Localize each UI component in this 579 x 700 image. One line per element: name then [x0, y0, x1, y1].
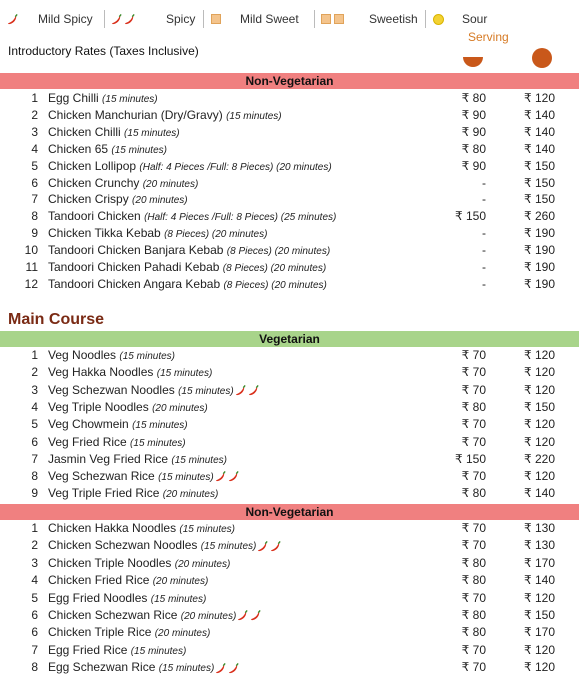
item-number: 8: [31, 209, 38, 224]
menu-item-row: [0, 451, 579, 468]
item-name: Chicken Triple Noodles: [48, 555, 172, 570]
half-price: ₹ 70: [461, 590, 486, 605]
chili-icon: [6, 13, 19, 26]
item-name-cell: [48, 434, 186, 452]
item-number: 7: [31, 192, 38, 207]
half-price: -: [482, 175, 486, 190]
full-price: ₹ 120: [524, 417, 555, 432]
item-note: (15 minutes): [178, 385, 234, 397]
item-note: (15 minutes): [200, 541, 257, 553]
menu-item-row: [0, 107, 579, 124]
menu-item-row: [0, 555, 579, 572]
item-name-cell: [48, 572, 208, 590]
sweet-cube-icon: [211, 12, 221, 26]
half-price: -: [482, 226, 486, 241]
half-price: ₹ 90: [461, 124, 486, 139]
item-name: Jasmin Veg Fried Rice: [48, 451, 169, 466]
item-name: Tandoori Chicken: [48, 209, 141, 224]
item-number: 8: [31, 660, 38, 675]
item-number: 1: [31, 521, 38, 535]
serving-label: Serving: [468, 30, 509, 44]
full-price: ₹ 120: [524, 434, 555, 449]
item-number: 6: [31, 625, 38, 640]
full-serving-icon: [532, 48, 552, 68]
item-number: 2: [31, 107, 38, 122]
item-name-cell: [48, 520, 235, 538]
item-name-cell: [48, 107, 282, 125]
half-price: ₹ 80: [461, 625, 486, 640]
item-note: (Half: 4 Pieces /Full: 8 Pieces) (20 minutes): [139, 161, 332, 173]
full-price: ₹ 120: [524, 469, 555, 484]
full-price: ₹ 140: [524, 107, 555, 122]
half-price: ₹ 150: [455, 451, 486, 466]
menu-item-row: [0, 520, 579, 537]
item-number: 9: [31, 226, 38, 241]
menu-item-row: [0, 276, 579, 293]
item-note: (20 minutes): [142, 178, 199, 190]
menu-item-row: [0, 364, 579, 381]
item-name-cell: [48, 124, 180, 142]
item-note: (8 Pieces) (20 minutes): [222, 263, 327, 274]
chili-icon: [227, 470, 240, 483]
item-number: 1: [31, 91, 38, 105]
half-price: ₹ 80: [461, 399, 486, 414]
menu-item-row: [0, 434, 579, 451]
half-price: ₹ 70: [461, 469, 486, 484]
item-name: Veg Chowmein: [48, 417, 129, 432]
item-name-cell: [48, 537, 282, 555]
item-name: Egg Fried Noodles: [48, 590, 148, 605]
half-price: ₹ 70: [461, 660, 486, 675]
item-note: (20 minutes): [154, 628, 211, 640]
item-number: 1: [31, 348, 38, 362]
item-note: (20 minutes): [152, 402, 208, 414]
menu-item-row: [0, 208, 579, 225]
item-number: 11: [25, 260, 38, 274]
lemon-icon: [433, 12, 444, 26]
item-note: (20 minutes): [180, 611, 237, 622]
item-number: 6: [31, 608, 38, 622]
chili-icon: [249, 609, 262, 622]
item-name: Chicken Crispy: [48, 192, 129, 207]
legend-divider: [314, 10, 315, 28]
menu-item-row: [0, 399, 579, 416]
full-price: ₹ 150: [524, 399, 555, 414]
half-price: -: [482, 260, 486, 274]
item-number: 3: [31, 124, 38, 139]
full-price: ₹ 120: [524, 365, 555, 380]
item-number: 4: [31, 573, 38, 588]
item-name: Chicken Chilli: [48, 124, 121, 139]
half-price: -: [482, 192, 486, 207]
item-name: Egg Schezwan Rice: [48, 660, 156, 675]
item-name-cell: [48, 399, 208, 417]
item-name-cell: [48, 191, 188, 209]
full-price: ₹ 140: [524, 573, 555, 588]
menu-item-row: [0, 607, 579, 624]
half-price: ₹ 80: [461, 486, 486, 501]
item-name-cell: [48, 158, 332, 176]
item-note: (15 minutes): [111, 144, 167, 156]
full-price: ₹ 130: [524, 521, 555, 535]
item-name-cell: [48, 276, 327, 294]
item-note: (15 minutes): [156, 368, 213, 380]
item-name-cell: [48, 416, 188, 434]
half-price: ₹ 80: [461, 555, 486, 570]
item-name-cell: [48, 642, 186, 660]
chili-icon: [247, 384, 260, 397]
item-note: (15 minutes): [102, 94, 158, 105]
item-note: (20 minutes): [174, 558, 231, 570]
veg-main-heading: Vegetarian: [0, 331, 579, 347]
full-price: ₹ 190: [524, 276, 555, 291]
item-name-cell: [48, 451, 227, 469]
menu-item-row: [0, 175, 579, 192]
item-note: (20 minutes): [162, 489, 219, 501]
menu-item-row: [0, 572, 579, 589]
item-name-cell: [48, 141, 167, 159]
item-name: Veg Fried Rice: [48, 434, 127, 449]
menu-item-row: [0, 259, 579, 276]
item-name-cell: [48, 624, 210, 642]
item-name: Chicken Tikka Kebab: [48, 226, 161, 241]
half-price: ₹ 70: [461, 365, 486, 380]
item-note: (Half: 4 Pieces /Full: 8 Pieces) (25 minutes): [144, 212, 337, 224]
legend-divider: [203, 10, 204, 28]
chili-icon: [227, 662, 240, 675]
full-price: ₹ 140: [524, 124, 555, 139]
item-name: Tandoori Chicken Angara Kebab: [48, 276, 221, 291]
item-number: 2: [31, 365, 38, 380]
menu-item-row: [0, 191, 579, 208]
half-price: ₹ 70: [461, 417, 486, 432]
item-name-cell: [48, 590, 206, 608]
full-price: ₹ 220: [524, 451, 555, 466]
item-name: Egg Chilli: [48, 91, 99, 105]
half-price: ₹ 70: [461, 434, 486, 449]
item-note: (15 minutes): [132, 420, 188, 432]
menu-item-row: [0, 141, 579, 158]
full-price: ₹ 120: [524, 91, 555, 105]
chili-icon: [214, 470, 227, 483]
item-note: (15 minutes): [150, 593, 207, 605]
item-note: (20 minutes): [132, 195, 188, 207]
half-price: ₹ 80: [461, 91, 486, 105]
item-number: 8: [31, 469, 38, 484]
half-price: ₹ 70: [461, 642, 486, 657]
item-name: Tandoori Chicken Banjara Kebab: [48, 243, 224, 258]
full-price: ₹ 150: [524, 192, 555, 207]
chili-icon: [214, 662, 227, 675]
item-name-cell: [48, 607, 262, 625]
menu-item-row: [0, 124, 579, 141]
half-price: ₹ 70: [461, 538, 486, 553]
nonveg-main-heading: Non-Vegetarian: [0, 504, 579, 520]
item-note: (15 minutes): [158, 663, 215, 675]
item-name-cell: [48, 468, 240, 486]
half-price: ₹ 70: [461, 348, 486, 362]
full-price: ₹ 150: [524, 175, 555, 190]
item-number: 2: [31, 538, 38, 553]
item-number: 6: [31, 175, 38, 190]
full-price: ₹ 120: [524, 642, 555, 657]
item-name: Chicken 65: [48, 141, 109, 156]
full-price: ₹ 130: [524, 538, 555, 553]
item-name: Veg Schezwan Rice: [48, 469, 155, 484]
item-number: 7: [31, 642, 38, 657]
full-price: ₹ 120: [524, 660, 555, 675]
double-chili-icon: [110, 12, 136, 26]
item-name-cell: [48, 659, 240, 677]
item-name: Chicken Manchurian (Dry/Gravy): [48, 107, 223, 122]
half-price: ₹ 90: [461, 107, 486, 122]
half-price: ₹ 70: [461, 382, 486, 397]
half-price: ₹ 80: [461, 608, 486, 622]
chili-icon: [269, 540, 282, 553]
item-name-cell: [48, 485, 218, 503]
item-number: 5: [31, 417, 38, 432]
full-price: ₹ 120: [524, 590, 555, 605]
item-note: (8 Pieces) (20 minutes): [223, 279, 327, 291]
menu-item-row: [0, 659, 579, 676]
item-name-cell: [48, 225, 267, 243]
item-note: (15 minutes): [226, 110, 282, 122]
half-price: -: [482, 243, 486, 258]
menu-item-row: [0, 624, 579, 641]
item-name-cell: [48, 90, 158, 108]
menu-item-row: [0, 642, 579, 659]
item-note: (15 minutes): [124, 127, 180, 139]
full-price: ₹ 150: [524, 158, 555, 173]
item-number: 7: [31, 451, 38, 466]
item-note: (8 Pieces) (20 minutes): [164, 229, 268, 241]
full-price: ₹ 140: [524, 141, 555, 156]
item-number: 4: [31, 399, 38, 414]
item-name: Egg Fried Rice: [48, 642, 128, 657]
item-name-cell: [48, 347, 175, 365]
menu-item-row: [0, 468, 579, 485]
legend-mild-sweet: Mild Sweet: [240, 12, 299, 26]
full-price: ₹ 190: [524, 226, 555, 241]
menu-item-row: [0, 537, 579, 554]
item-name: Tandoori Chicken Pahadi Kebab: [48, 260, 220, 274]
chili-icon: [234, 384, 247, 397]
item-name-cell: [48, 364, 212, 382]
chili-icon: [110, 13, 123, 26]
half-price: ₹ 70: [461, 521, 486, 535]
chili-icon: [236, 609, 249, 622]
item-name-cell: [48, 175, 198, 193]
item-note: (8 Pieces) (20 minutes): [226, 246, 331, 258]
spice-legend: [0, 10, 579, 30]
menu-item-row: [0, 347, 579, 364]
item-note: (20 minutes): [152, 576, 209, 588]
item-name-cell: [48, 208, 336, 226]
full-price: ₹ 190: [524, 260, 555, 274]
item-name-cell: [48, 242, 330, 260]
item-number: 3: [31, 555, 38, 570]
item-note: (15 minutes): [179, 524, 235, 535]
menu-item-row: [0, 90, 579, 107]
item-number: 6: [31, 434, 38, 449]
half-price: ₹ 80: [461, 141, 486, 156]
full-price: ₹ 170: [524, 625, 555, 640]
half-serving-icon: [463, 57, 483, 67]
item-note: (15 minutes): [130, 645, 187, 657]
item-name-cell: [48, 259, 326, 277]
item-number: 3: [31, 382, 38, 397]
item-name: Chicken Fried Rice: [48, 573, 150, 588]
chili-icon: [6, 12, 19, 26]
menu-item-row: [0, 590, 579, 607]
full-price: ₹ 190: [524, 243, 555, 258]
nonveg-starters-heading: Non-Vegetarian: [0, 73, 579, 89]
legend-sweetish: Sweetish: [369, 12, 418, 26]
chili-icon: [256, 540, 269, 553]
menu-item-row: [0, 485, 579, 502]
double-sweet-cube-icon: [321, 12, 344, 26]
half-price: -: [482, 276, 486, 291]
item-name: Veg Hakka Noodles: [48, 365, 154, 380]
item-note: (15 minutes): [130, 437, 186, 449]
item-note: (15 minutes): [119, 351, 175, 362]
item-name: Veg Triple Fried Rice: [48, 486, 160, 501]
item-note: (15 minutes): [158, 472, 214, 484]
item-number: 9: [31, 486, 38, 501]
item-name: Veg Noodles: [48, 348, 117, 362]
item-number: 10: [24, 243, 38, 258]
legend-divider: [104, 10, 105, 28]
main-course-title: Main Course: [8, 311, 105, 328]
item-number: 5: [31, 158, 38, 173]
item-number: 12: [24, 276, 38, 291]
legend-divider: [425, 10, 426, 28]
chili-icon: [123, 13, 136, 26]
item-name-cell: [48, 382, 260, 400]
full-price: ₹ 260: [524, 209, 555, 224]
half-price: ₹ 80: [461, 573, 486, 588]
intro-rates-note: Introductory Rates (Taxes Inclusive): [8, 44, 199, 58]
item-number: 5: [31, 590, 38, 605]
half-price: ₹ 90: [461, 158, 486, 173]
legend-spicy: Spicy: [166, 12, 196, 26]
menu-item-row: [0, 158, 579, 175]
menu-item-row: [0, 382, 579, 399]
item-name: Veg Schezwan Noodles: [48, 382, 175, 397]
menu-item-row: [0, 225, 579, 242]
item-name: Chicken Triple Rice: [48, 625, 152, 640]
legend-mild-spicy: Mild Spicy: [38, 12, 93, 26]
item-name: Chicken Hakka Noodles: [48, 521, 177, 535]
full-price: ₹ 120: [524, 348, 555, 362]
item-name: Chicken Schezwan Noodles: [48, 538, 198, 553]
item-number: 4: [31, 141, 38, 156]
item-name: Chicken Crunchy: [48, 175, 140, 190]
item-name: Chicken Schezwan Rice: [48, 608, 178, 622]
full-price: ₹ 170: [524, 555, 555, 570]
item-note: (15 minutes): [171, 454, 227, 466]
full-price: ₹ 150: [524, 608, 555, 622]
full-price: ₹ 120: [524, 382, 555, 397]
item-name: Chicken Lollipop: [48, 158, 137, 173]
full-price: ₹ 140: [524, 486, 555, 501]
half-price: ₹ 150: [455, 209, 486, 224]
legend-sour: Sour: [462, 12, 488, 26]
menu-item-row: [0, 242, 579, 259]
item-name-cell: [48, 555, 230, 573]
item-name: Veg Triple Noodles: [48, 399, 149, 414]
menu-item-row: [0, 416, 579, 433]
